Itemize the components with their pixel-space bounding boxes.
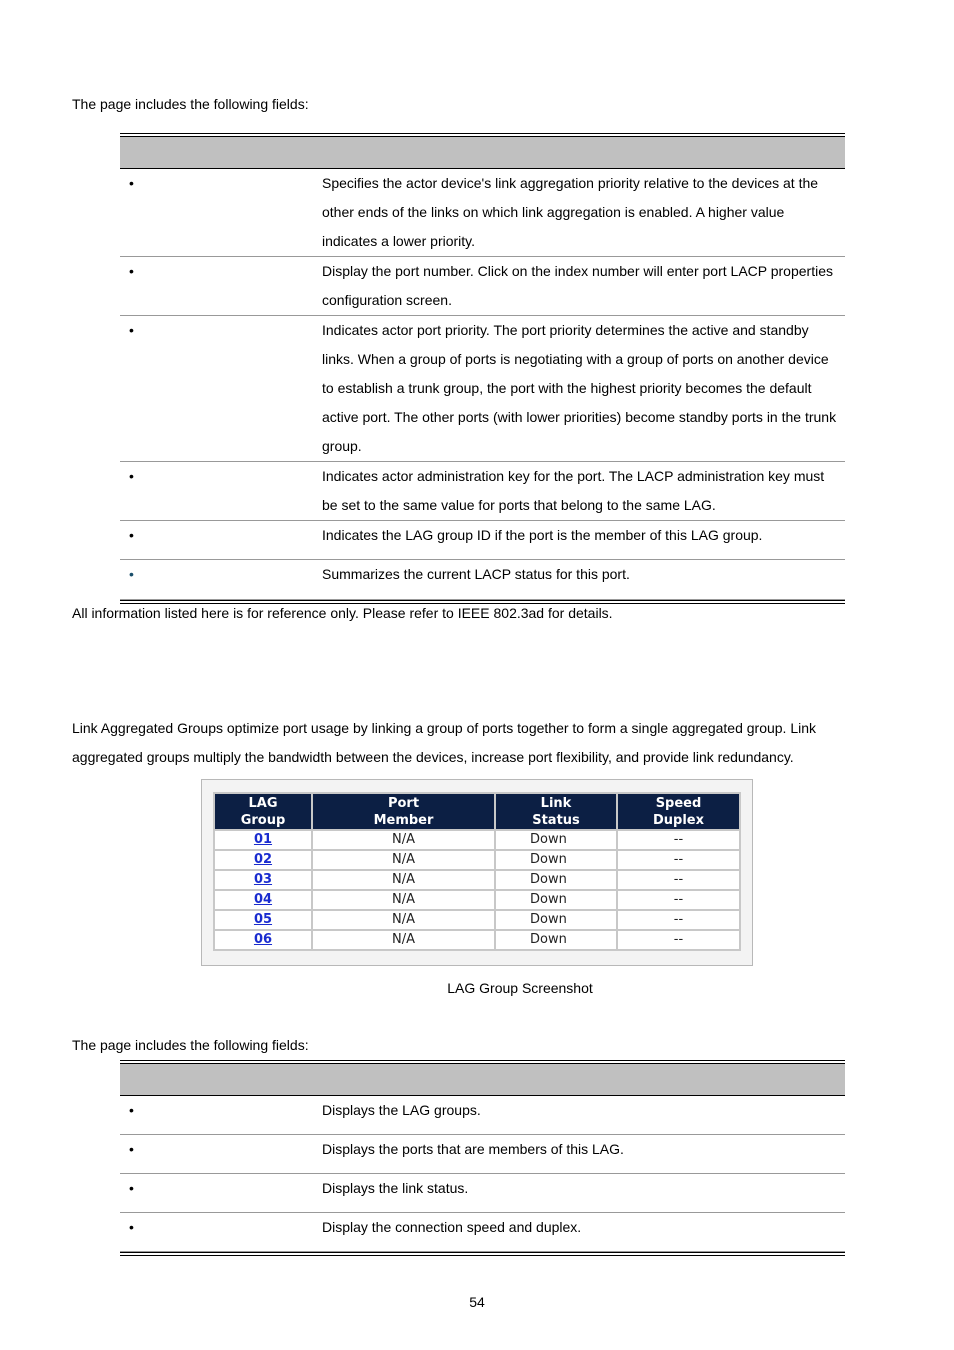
bullet: • [129,322,134,338]
field-description: Display the port number. Click on the index number will enter port LACP properties configuration screen. [322,263,833,308]
bullet: • [129,1102,134,1118]
lag-group-link[interactable]: 02 [215,851,311,869]
port-member-cell: N/A [313,831,494,849]
link-status-cell: Down [496,871,616,889]
table-header [120,137,845,169]
table-row [215,931,739,949]
table-row [215,871,739,889]
bullet: • [129,468,134,484]
speed-duplex-cell: -- [618,891,739,909]
port-member-cell: N/A [313,871,494,889]
table-row [120,1096,845,1135]
field-description: Indicates the LAG group ID if the port is the member of this LAG group. [322,527,763,543]
table-row [120,462,845,521]
lag-group-link[interactable]: 06 [215,931,311,949]
table-bottom-rule [120,1252,845,1256]
port-member-cell: N/A [313,891,494,909]
lag-group-screenshot [201,779,753,966]
lag-table-header [215,794,739,829]
field-description: Displays the ports that are members of this LAG. [322,1141,624,1157]
table-row [120,521,845,560]
header-port-member: Port Member [313,794,494,829]
lag-group-link[interactable]: 05 [215,911,311,929]
field-description: Indicates actor port priority. The port priority determines the active and standby links. When a group of ports is negotiating with a group of ports on another device to establish a trunk group, the port with the highest priority becomes the default active port. The other ports (with lower priorities) become standby ports in the trunk group. [322,322,837,454]
table-row [120,316,845,462]
table-header [120,1064,845,1096]
table-row [120,560,845,600]
table-row [215,831,739,849]
link-status-cell: Down [496,831,616,849]
speed-duplex-cell: -- [618,831,739,849]
field-description: Indicates actor administration key for the port. The LACP administration key must be set to the same value for ports that belong to the same LAG. [322,468,825,513]
speed-duplex-cell: -- [618,871,739,889]
port-member-cell: N/A [313,911,494,929]
link-status-cell: Down [496,851,616,869]
lag-group-link[interactable]: 04 [215,891,311,909]
speed-duplex-cell: -- [618,851,739,869]
link-status-cell: Down [496,891,616,909]
table-row [120,1213,845,1252]
lag-table [213,792,741,951]
caption-text: LAG Group Screenshot [447,980,593,996]
table-row [215,911,739,929]
header-lag-group: LAG Group [215,794,311,829]
lag-group-link[interactable]: 01 [215,831,311,849]
bullet: • [129,263,134,279]
table-row [120,257,845,316]
bullet: • [129,527,134,543]
intro-text-2: The page includes the following fields: [72,1037,309,1053]
intro-text: The page includes the following fields: [72,96,309,112]
bullet: • [129,1141,134,1157]
field-description: Summarizes the current LACP status for this port. [322,566,630,582]
bullet: • [129,1219,134,1235]
bullet: • [129,1180,134,1196]
lag-group-link[interactable]: 03 [215,871,311,889]
bullet: • [129,566,134,582]
fields-table-lacp [120,133,845,604]
lag-intro-text: Link Aggregated Groups optimize port usage by linking a group of ports together to form a single aggregated group. Link aggregated groups multiply the bandwidth between the devices, increase port flexibility, and provide link redundancy. [72,720,817,765]
field-description: Display the connection speed and duplex. [322,1219,582,1235]
table-row [215,851,739,869]
field-description: Displays the link status. [322,1180,469,1196]
table-row [215,891,739,909]
header-link-status: Link Status [496,794,616,829]
speed-duplex-cell: -- [618,931,739,949]
page-number: 54 [469,1294,485,1310]
link-status-cell: Down [496,931,616,949]
header-speed-duplex: Speed Duplex [618,794,739,829]
link-status-cell: Down [496,911,616,929]
field-description: Specifies the actor device's link aggregation priority relative to the devices at the other ends of the links on which link aggregation is enabled. A higher value indicates a lower priority. [322,175,819,249]
table-row [120,1135,845,1174]
fields-table-lag [120,1060,845,1256]
table-row [120,169,845,257]
screenshot-caption [0,978,954,998]
port-member-cell: N/A [313,851,494,869]
speed-duplex-cell: -- [618,911,739,929]
field-description: Displays the LAG groups. [322,1102,481,1118]
port-member-cell: N/A [313,931,494,949]
table-row [120,1174,845,1213]
bullet: • [129,175,134,191]
reference-note: All information listed here is for reference only. Please refer to IEEE 802.3ad for details. [72,605,613,621]
